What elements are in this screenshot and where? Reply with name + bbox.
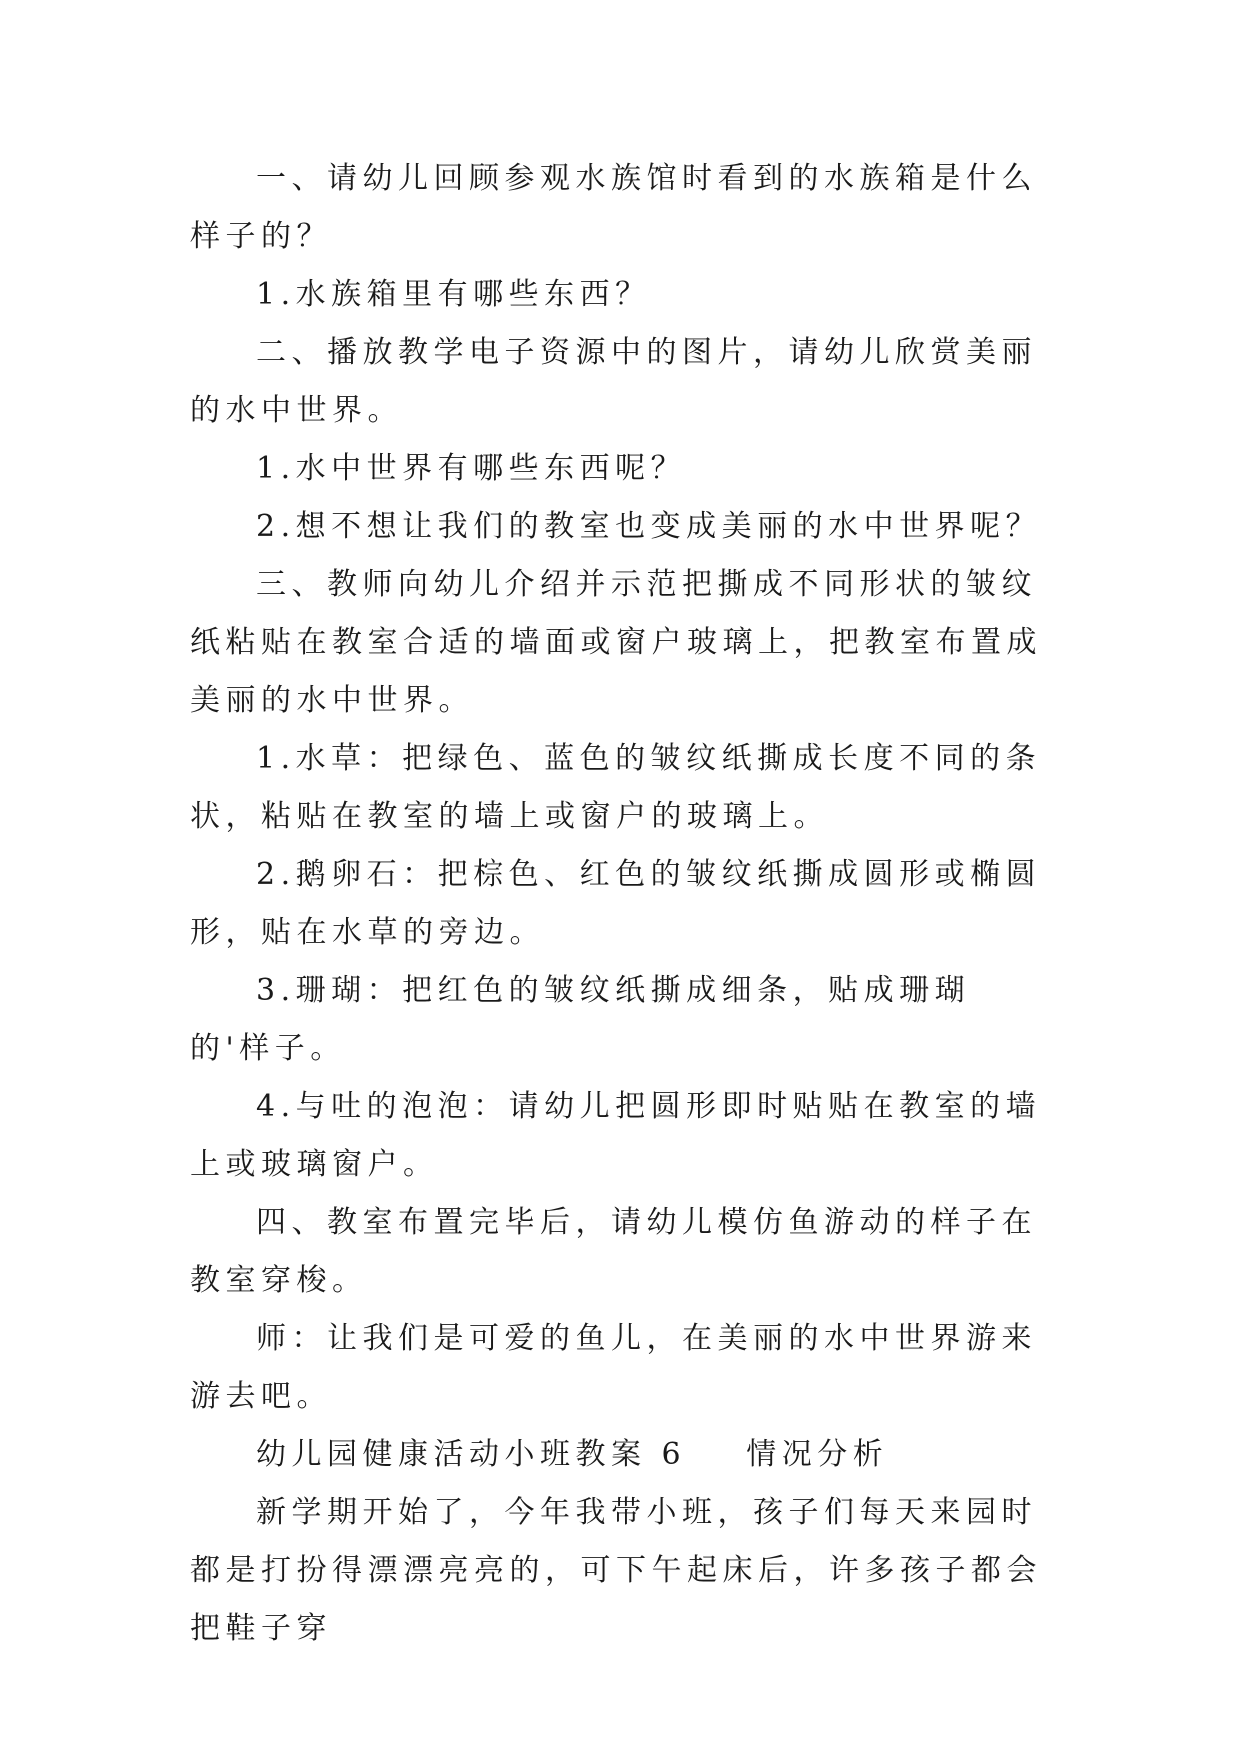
paragraph-section-four: 四、教室布置完毕后，请幼儿模仿鱼游动的样子在教室穿梭。 [190, 1205, 1037, 1298]
paragraph-item-classroom-question: 2.想不想让我们的教室也变成美丽的水中世界呢？ [256, 509, 1042, 544]
paragraph-item-coral: 3.珊瑚：把红色的皱纹纸撕成细条，贴成珊瑚的'样子。 [190, 973, 971, 1066]
paragraph-item-aquarium-contents: 1.水族箱里有哪些东西？ [256, 277, 651, 312]
paragraph-section-two: 二、播放教学电子资源中的图片，请幼儿欣赏美丽的水中世界。 [190, 335, 1037, 428]
paragraph-item-pebbles: 2.鹅卵石：把棕色、红色的皱纹纸撕成圆形或椭圆形，贴在水草的旁边。 [190, 857, 1042, 950]
paragraph-item-bubbles: 4.与吐的泡泡：请幼儿把圆形即时贴贴在教室的墙上或玻璃窗户。 [190, 1089, 1042, 1182]
paragraph-item-water-world-contents: 1.水中世界有哪些东西呢？ [256, 451, 687, 486]
paragraph-item-water-grass: 1.水草：把绿色、蓝色的皱纹纸撕成长度不同的条状，粘贴在教室的墙上或窗户的玻璃上。 [190, 741, 1042, 834]
paragraph-section-one: 一、请幼儿回顾参观水族馆时看到的水族箱是什么样子的？ [190, 161, 1037, 254]
lesson-plan-heading: 幼儿园健康活动小班教案 6 情况分析 [256, 1437, 889, 1472]
paragraph-section-three: 三、教师向幼儿介绍并示范把撕成不同形状的皱纹纸粘贴在教室合适的墙面或窗户玻璃上，把教室布置成美丽的水中世界。 [190, 567, 1042, 718]
paragraph-teacher-line: 师：让我们是可爱的鱼儿，在美丽的水中世界游来游去吧。 [190, 1321, 1037, 1414]
document-body [190, 150, 1050, 1658]
paragraph-situation-analysis: 新学期开始了，今年我带小班，孩子们每天来园时都是打扮得漂漂亮亮的，可下午起床后，许多孩子都会把鞋子穿 [190, 1495, 1042, 1646]
